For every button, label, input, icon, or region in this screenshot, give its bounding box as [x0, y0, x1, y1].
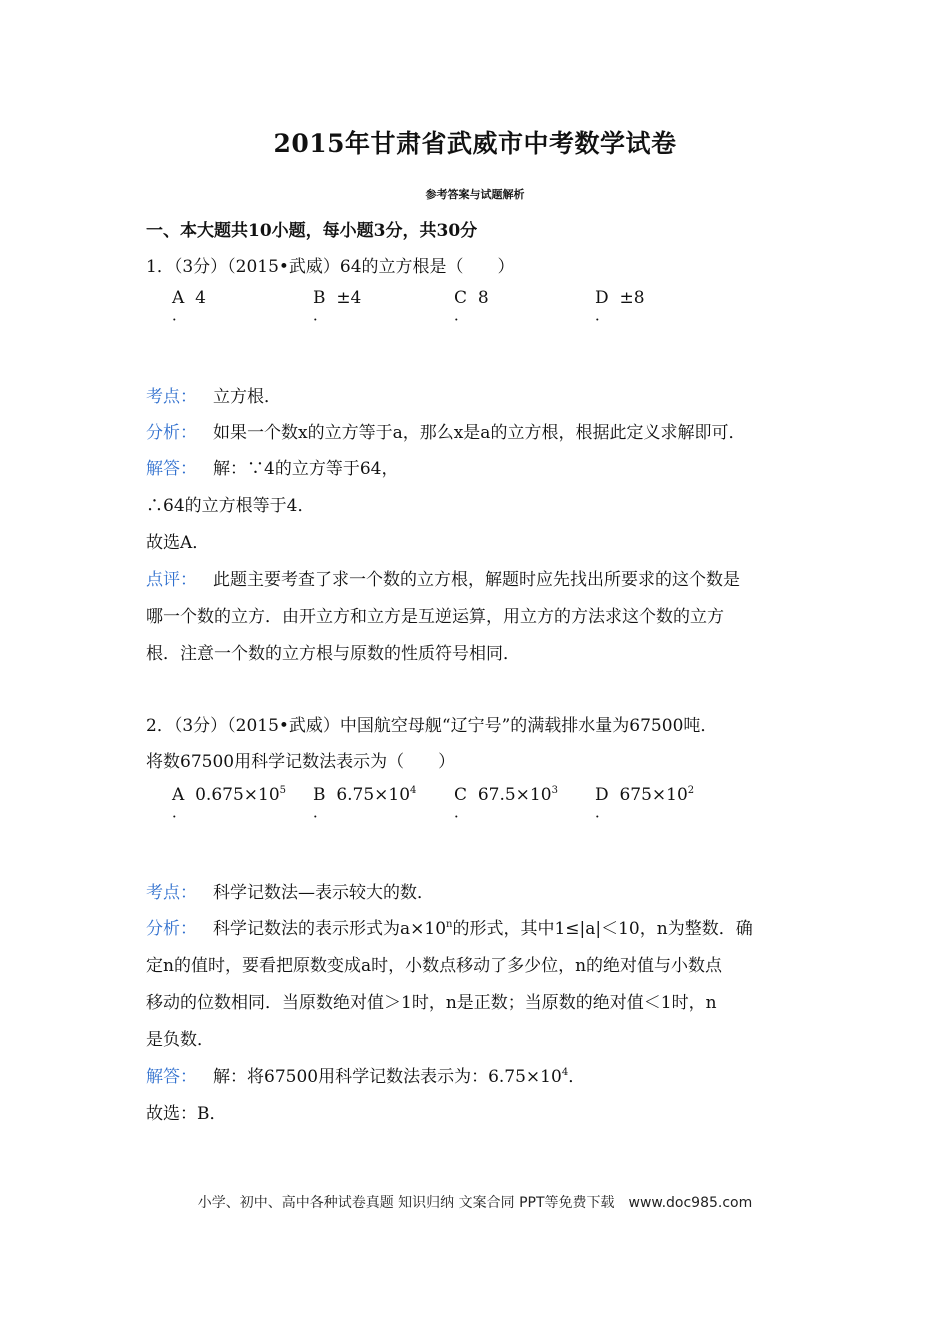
q2-jieda: [146, 1062, 585, 1087]
q1-dianping: [146, 565, 740, 590]
choice-exponent: 2: [687, 785, 695, 796]
jieda-text: 解：∵4的立方等于64，: [213, 459, 399, 479]
q1-choice-d: [595, 288, 645, 323]
choice-dot: ．: [172, 306, 188, 324]
q2-fenxi: [146, 914, 753, 939]
choice-letter: D: [595, 288, 609, 308]
kaodian-label: 考点：: [146, 387, 197, 407]
dianping-text: 此题主要考查了求一个数的立方根，解题时应先找出所要求的这个数是: [213, 570, 740, 590]
q1-choice-a: [172, 288, 206, 323]
choice-exponent: 3: [551, 785, 558, 796]
choice-dot: ．: [313, 306, 329, 324]
choice-letter: C: [454, 288, 468, 308]
q2-fenxi-line2: 定n的值时，要看把原数变成a时，小数点移动了多少位，n的绝对值与小数点: [146, 956, 723, 976]
choice-dot: ．: [172, 803, 188, 821]
jieda-label: 解答：: [146, 1067, 197, 1087]
jieda-text-end: ．: [568, 1067, 586, 1087]
q1-jieda: [146, 454, 398, 479]
jieda-text: 解：将67500用科学记数法表示为：6.75×10: [213, 1067, 562, 1087]
choice-exponent: 4: [410, 785, 417, 796]
q2-kaodian: [146, 878, 434, 903]
choice-dot: ．: [595, 803, 611, 821]
choice-dot: ．: [454, 803, 470, 821]
choice-text: ±4: [336, 288, 362, 308]
fenxi-text: 科学记数法的表示形式为a×10: [213, 919, 447, 939]
choice-letter: C: [454, 785, 468, 805]
choice-letter: B: [313, 288, 326, 308]
fenxi-text-cont: 的形式，其中1≤|a|＜10，n为整数．确: [452, 919, 753, 939]
choice-dot: ．: [595, 306, 611, 324]
jieda-exponent: 4: [561, 1067, 569, 1078]
choice-text: 6.75×10: [336, 785, 411, 805]
choice-text: 4: [195, 288, 206, 308]
q1-stem: 1．（3分）（2015•武威）64的立方根是（ ）: [146, 257, 515, 277]
fenxi-text: 如果一个数x的立方等于a，那么x是a的立方根，根据此定义求解即可．: [213, 423, 746, 443]
q2-stem: 2．（3分）（2015•武威）中国航空母舰“辽宁号”的满载排水量为67500吨．: [146, 716, 718, 736]
choice-letter: A: [172, 785, 185, 805]
choice-letter: D: [595, 785, 609, 805]
choice-dot: ．: [454, 306, 470, 324]
choice-text: 675×10: [619, 785, 688, 805]
q1-choice-b: [313, 288, 361, 323]
q2-choice-a: [172, 785, 286, 820]
jieda-label: 解答：: [146, 459, 197, 479]
q1-fenxi: [146, 418, 745, 443]
page-title: 2015年甘肃省武威市中考数学试卷: [273, 129, 677, 158]
q1-dianping-line3: 根．注意一个数的立方根与原数的性质符号相同．: [146, 644, 520, 664]
kaodian-text: 科学记数法—表示较大的数．: [213, 883, 434, 903]
q2-fenxi-line4: 是负数．: [146, 1030, 214, 1050]
choice-text: 67.5×10: [477, 785, 552, 805]
choice-text: 0.675×10: [195, 785, 280, 805]
q2-stem-line2: 将数67500用科学记数法表示为（ ）: [146, 752, 456, 772]
footer-text: 小学、初中、高中各种试卷真题 知识归纳 文案合同 PPT等免费下载 www.doc985.com: [197, 1195, 753, 1211]
choice-letter: B: [313, 785, 326, 805]
q2-jieda-line2: 故选：B．: [146, 1104, 227, 1124]
fenxi-label: 分析：: [146, 919, 197, 939]
q1-dianping-line2: 哪一个数的立方．由开立方和立方是互逆运算，用立方的方法求这个数的立方: [146, 607, 724, 627]
kaodian-text: 立方根．: [213, 387, 281, 407]
q1-choice-c: [454, 288, 489, 323]
q2-fenxi-line3: 移动的位数相同．当原数绝对值＞1时，n是正数；当原数的绝对值＜1时，n: [146, 993, 717, 1013]
choice-dot: ．: [313, 803, 329, 821]
q1-jieda-line2: ∴64的立方根等于4．: [146, 496, 315, 516]
choice-exponent: 5: [279, 785, 287, 796]
choice-letter: A: [172, 288, 185, 308]
fenxi-exponent: n: [446, 919, 453, 930]
section-heading: 一、本大题共10小题，每小题3分，共30分: [146, 221, 478, 241]
q2-choice-c: [454, 785, 558, 820]
q2-choice-b: [313, 785, 416, 820]
choice-text: 8: [477, 288, 489, 308]
q1-jieda-line3: 故选A．: [146, 533, 210, 553]
fenxi-label: 分析：: [146, 423, 197, 443]
q2-choice-d: [595, 785, 694, 820]
choice-text: ±8: [619, 288, 645, 308]
dianping-label: 点评：: [146, 570, 197, 590]
q1-kaodian: [146, 382, 281, 407]
page-subtitle: 参考答案与试题解析: [425, 188, 525, 201]
kaodian-label: 考点：: [146, 883, 197, 903]
